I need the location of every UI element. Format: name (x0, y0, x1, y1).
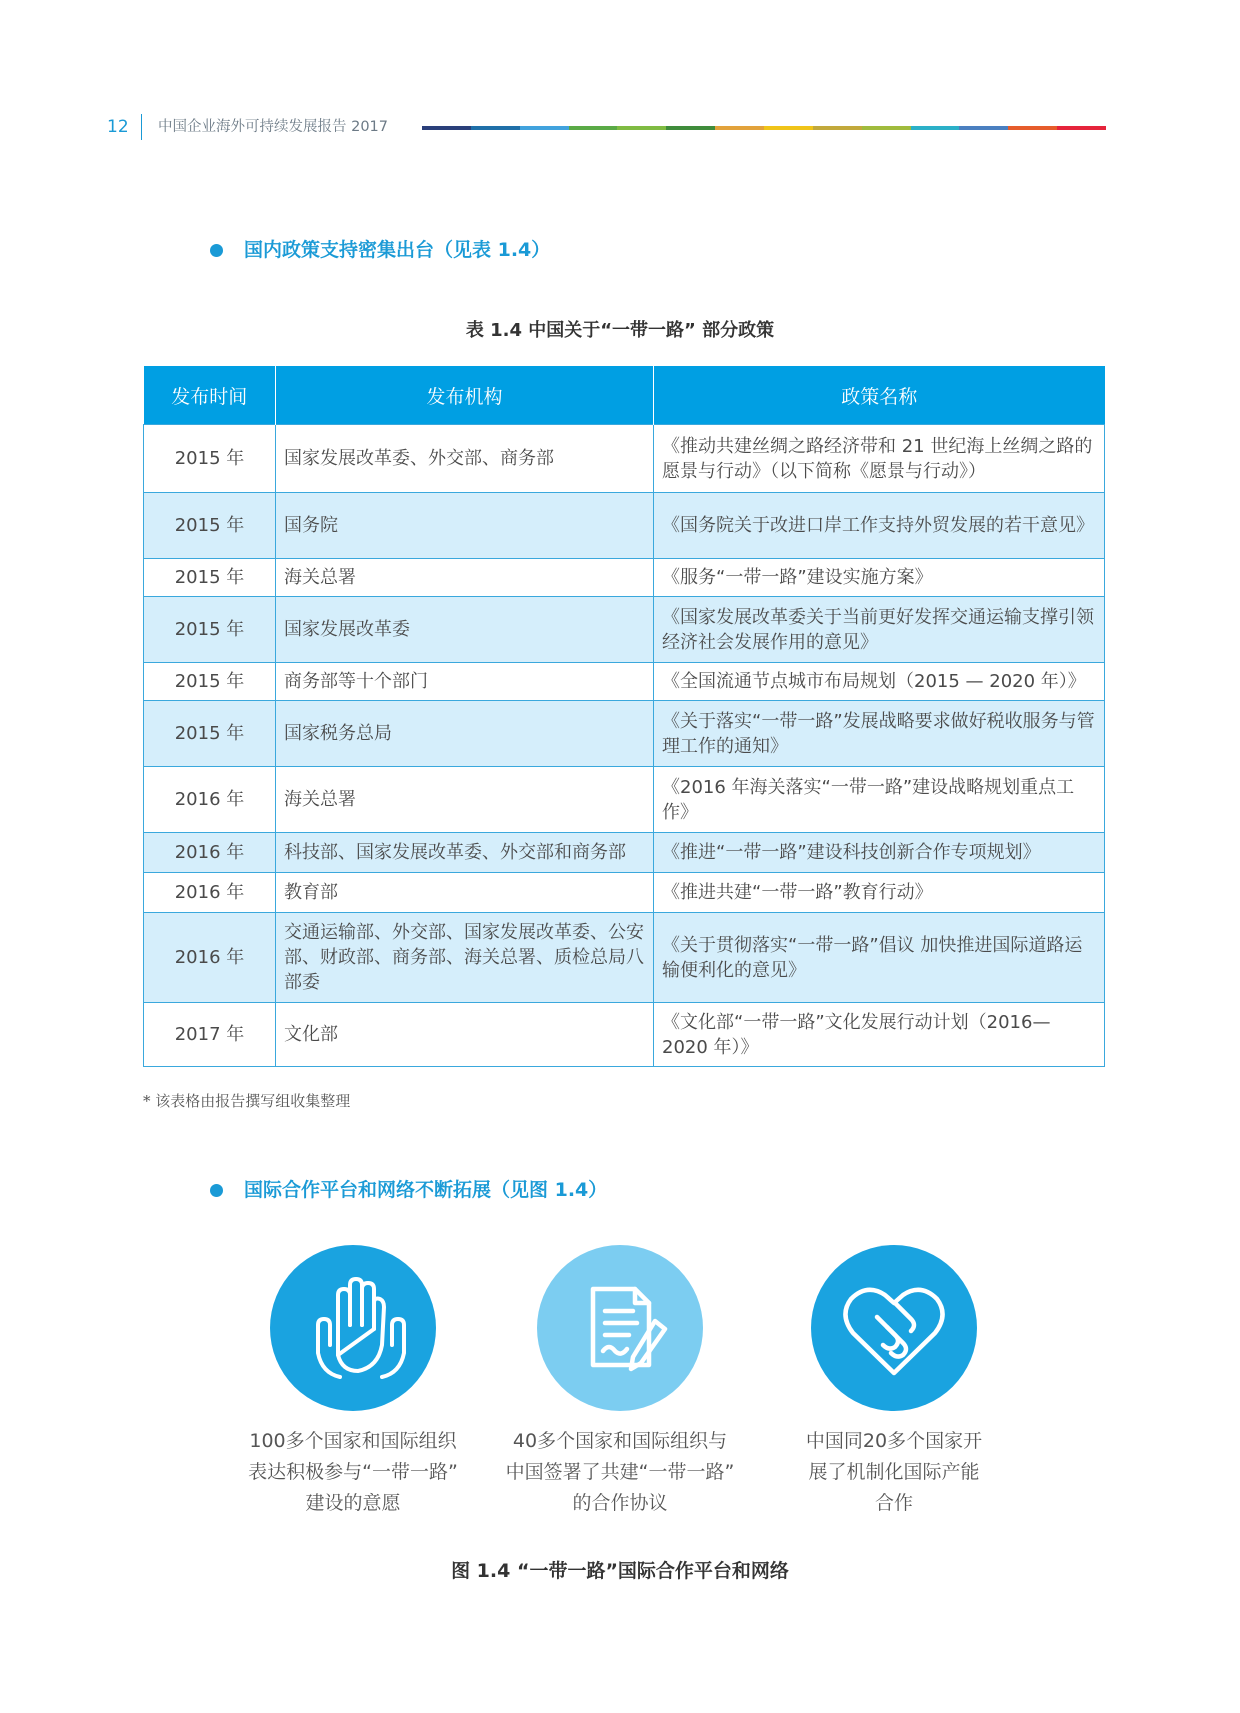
table-row (144, 425, 1105, 493)
policy-table (143, 366, 1105, 1067)
header-separator (141, 114, 142, 140)
cell-policy: 《全国流通节点城市布局规划（2015 — 2020 年）》 (654, 663, 1105, 701)
color-bar-segment (1008, 126, 1057, 130)
description-line: 展了机制化国际产能 (808, 1461, 980, 1483)
cell-policy: 《推动共建丝绸之路经济带和 21 世纪海上丝绸之路的愿景与行动》（以下简称《愿景与行动》） (654, 425, 1105, 493)
table-row (144, 833, 1105, 873)
cell-policy: 《服务“一带一路”建设实施方案》 (654, 559, 1105, 597)
section-heading-cooperation: 国际合作平台和网络不断拓展（见图 1.4） (244, 1179, 608, 1201)
description-line: 40多个国家和国际组织与 (512, 1430, 728, 1452)
signed-document-icon (537, 1245, 703, 1411)
raised-hands-icon (270, 1245, 436, 1411)
cell-year: 2015 年 (144, 493, 276, 559)
cell-year: 2016 年 (144, 833, 276, 873)
color-bar-segment (764, 126, 813, 130)
cell-year: 2015 年 (144, 425, 276, 493)
cell-org: 交通运输部、外交部、国家发展改革委、公安部、财政部、商务部、海关总署、质检总局八部委 (276, 913, 654, 1003)
cell-year: 2016 年 (144, 913, 276, 1003)
cell-org: 海关总署 (276, 559, 654, 597)
table-row (144, 493, 1105, 559)
cell-policy: 《国务院关于改进口岸工作支持外贸发展的若干意见》 (654, 493, 1105, 559)
cell-policy: 《2016 年海关落实“一带一路”建设战略规划重点工作》 (654, 767, 1105, 833)
color-bar-segment (520, 126, 569, 130)
table-row (144, 873, 1105, 913)
color-bar-segment (959, 126, 1008, 130)
description-line: 合作 (874, 1492, 913, 1514)
cell-org: 海关总署 (276, 767, 654, 833)
cell-policy: 《文化部“一带一路”文化发展行动计划（2016—2020 年）》 (654, 1003, 1105, 1067)
table-row (144, 559, 1105, 597)
cell-org: 教育部 (276, 873, 654, 913)
cell-year: 2016 年 (144, 767, 276, 833)
cell-org: 国家税务总局 (276, 701, 654, 767)
figure-caption: 图 1.4 “一带一路”国际合作平台和网络 (451, 1560, 789, 1582)
cell-policy: 《推进“一带一路”建设科技创新合作专项规划》 (654, 833, 1105, 873)
header-year: 发布时间 (144, 366, 276, 425)
cell-org: 国家发展改革委 (276, 597, 654, 663)
description-line: 中国签署了共建“一带一路” (505, 1461, 735, 1483)
color-bar-segment (617, 126, 666, 130)
color-bar-segment (715, 126, 764, 130)
figure-item-description (764, 1426, 1024, 1519)
heart-handshake-icon (811, 1245, 977, 1411)
color-bar-segment (1057, 126, 1106, 130)
page-header (0, 112, 1240, 142)
cell-org: 国家发展改革委、外交部、商务部 (276, 425, 654, 493)
header-policy: 政策名称 (654, 366, 1105, 425)
cell-year: 2016 年 (144, 873, 276, 913)
description-line: 中国同20多个国家开 (805, 1430, 983, 1452)
table-caption: 表 1.4 中国关于“一带一路” 部分政策 (465, 320, 775, 341)
table-row (144, 913, 1105, 1003)
cell-policy: 《关于贯彻落实“一带一路”倡议 加快推进国际道路运输便利化的意见》 (654, 913, 1105, 1003)
cell-year: 2015 年 (144, 559, 276, 597)
table-row (144, 767, 1105, 833)
table-row (144, 701, 1105, 767)
header-org: 发布机构 (276, 366, 654, 425)
table-row (144, 1003, 1105, 1067)
section-heading-policy: 国内政策支持密集出台（见表 1.4） (244, 239, 551, 261)
description-line: 建设的意愿 (305, 1492, 401, 1514)
cell-year: 2015 年 (144, 701, 276, 767)
description-line: 的合作协议 (572, 1492, 668, 1514)
page-number: 12 (107, 117, 129, 137)
color-bar-segment (422, 126, 471, 130)
cell-org: 文化部 (276, 1003, 654, 1067)
cell-policy: 《关于落实“一带一路”发展战略要求做好税收服务与管理工作的通知》 (654, 701, 1105, 767)
description-line: 100多个国家和国际组织 (249, 1430, 457, 1452)
cell-policy: 《推进共建“一带一路”教育行动》 (654, 873, 1105, 913)
table-row (144, 663, 1105, 701)
cell-year: 2015 年 (144, 597, 276, 663)
cell-org: 国务院 (276, 493, 654, 559)
figure-item-description (490, 1426, 750, 1519)
color-bar-segment (911, 126, 960, 130)
table-header-row (144, 366, 1105, 425)
description-line: 表达积极参与“一带一路” (248, 1461, 458, 1483)
color-bar-segment (862, 126, 911, 130)
color-bar-segment (471, 126, 520, 130)
cell-policy: 《国家发展改革委关于当前更好发挥交通运输支撑引领经济社会发展作用的意见》 (654, 597, 1105, 663)
report-title: 中国企业海外可持续发展报告 2017 (158, 119, 389, 135)
table-row (144, 597, 1105, 663)
color-bar-segment (813, 126, 862, 130)
table-footnote: * 该表格由报告撰写组收集整理 (143, 1092, 351, 1110)
bullet-dot-icon (210, 1184, 223, 1197)
cell-org: 商务部等十个部门 (276, 663, 654, 701)
cell-year: 2017 年 (144, 1003, 276, 1067)
color-bar-segment (666, 126, 715, 130)
bullet-dot-icon (210, 244, 223, 257)
cell-org: 科技部、国家发展改革委、外交部和商务部 (276, 833, 654, 873)
cell-year: 2015 年 (144, 663, 276, 701)
color-bar-segment (569, 126, 618, 130)
header-color-bar (422, 126, 1106, 130)
figure-item-description (223, 1426, 483, 1519)
